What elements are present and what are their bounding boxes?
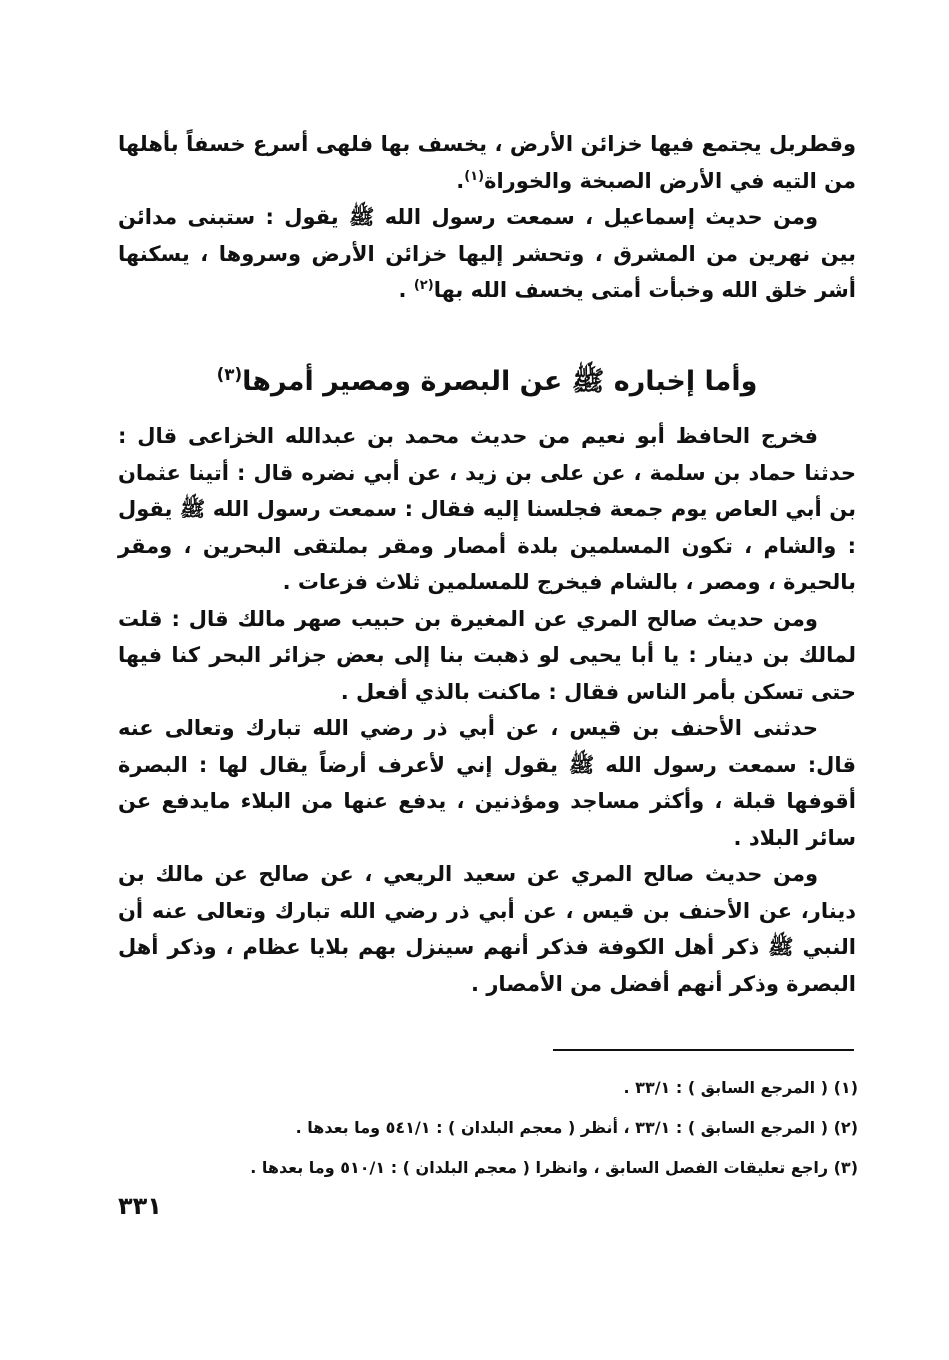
paragraph-2-text: ومن حديث إسماعيل ، سمعت رسول الله ﷺ يقول : ستبنى مدائن بين نهرين من المشرق ، وتحشر إليها خزائن الأرض وسروها ، يسكنها أشر خلق الله وخبأت أمتى يخسف الله بها (118, 205, 856, 302)
footnote-divider (553, 1049, 854, 1051)
main-text-block (118, 418, 856, 1002)
footnote-ref-3[interactable]: (٣) (216, 364, 243, 385)
paragraph-1 (118, 126, 856, 199)
footnote-2: (٢) ( المرجع السابق ) : ٣٣/١ ، أنظر ( معجم البلدان ) : ٥٤١/١ وما بعدها . (295, 1118, 858, 1137)
top-text-block (118, 126, 856, 309)
footnote-ref-2[interactable]: (٢) (413, 278, 434, 293)
paragraph-2-tail: . (398, 278, 414, 302)
page-number: ٣٣١ (118, 1192, 162, 1220)
footnotes (118, 1068, 858, 1188)
main-paragraph: فخرج الحافظ أبو نعيم من حديث محمد بن عبدالله الخزاعى قال : حدثنا حماد بن سلمة ، عن على بن زيد ، عن أبي نضره قال : أتينا عثمان بن أبي العاص يوم جمعة فجلسنا إليه فقال : سمعت رسول الله ﷺ يقول : والشام ، تكون المسلمين بلدة أمصار ومقر بملتقى البحرين ، ومقر بالحيرة ، ومصر ، بالشام فيخرج للمسلمين ثلاث فزعات . (118, 424, 856, 594)
main-paragraph: حدثنى الأحنف بن قيس ، عن أبي ذر رضي الله تبارك وتعالى عنه قال: سمعت رسول الله ﷺ يقول إني لأعرف أرضاً يقال لها : البصرة أقوفها قبلة ، وأكثر مساجد ومؤذنين ، يدفع عنها من البلاء مايدفع عن سائر البلاد . (118, 716, 856, 850)
main-paragraph: ومن حديث صالح المري عن سعيد الريعي ، عن صالح عن مالك بن دينار، عن الأحنف بن قيس ، عن أبي ذر رضي الله تبارك وتعالى عنه أن النبي ﷺ ذكر أهل الكوفة فذكر أنهم سينزل بهم بلايا عظام ، وذكر أهل البصرة وذكر أنهم أفضل من الأمصار . (118, 862, 856, 996)
footnote-3: (٣) راجع تعليقات الفصل السابق ، وانظرا ( معجم البلدان ) : ٥١٠/١ وما بعدها . (250, 1158, 858, 1177)
paragraph-2 (118, 199, 856, 309)
paragraph-1-text: وقطربل يجتمع فيها خزائن الأرض ، يخسف بها فلهى أسرع خسفاً بأهلها من التيه في الأرض الصبخة والخوراة (118, 132, 856, 193)
section-heading-text: وأما إخباره ﷺ عن البصرة ومصير أمرها (242, 366, 758, 398)
footnote-1: (١) ( المرجع السابق ) : ٣٣/١ . (623, 1078, 858, 1097)
main-paragraph: ومن حديث صالح المري عن المغيرة بن حبيب صهر مالك قال : قلت لمالك بن دينار : يا أبا يحيى لو ذهبت بنا إلى بعض جزائر البحر كنا فيها حتى تسكن بأمر الناس فقال : ماكنت بالذي أفعل . (118, 606, 856, 704)
paragraph-1-tail: . (456, 168, 465, 193)
section-heading (118, 362, 856, 402)
footnote-ref-1[interactable]: (١) (464, 168, 485, 184)
